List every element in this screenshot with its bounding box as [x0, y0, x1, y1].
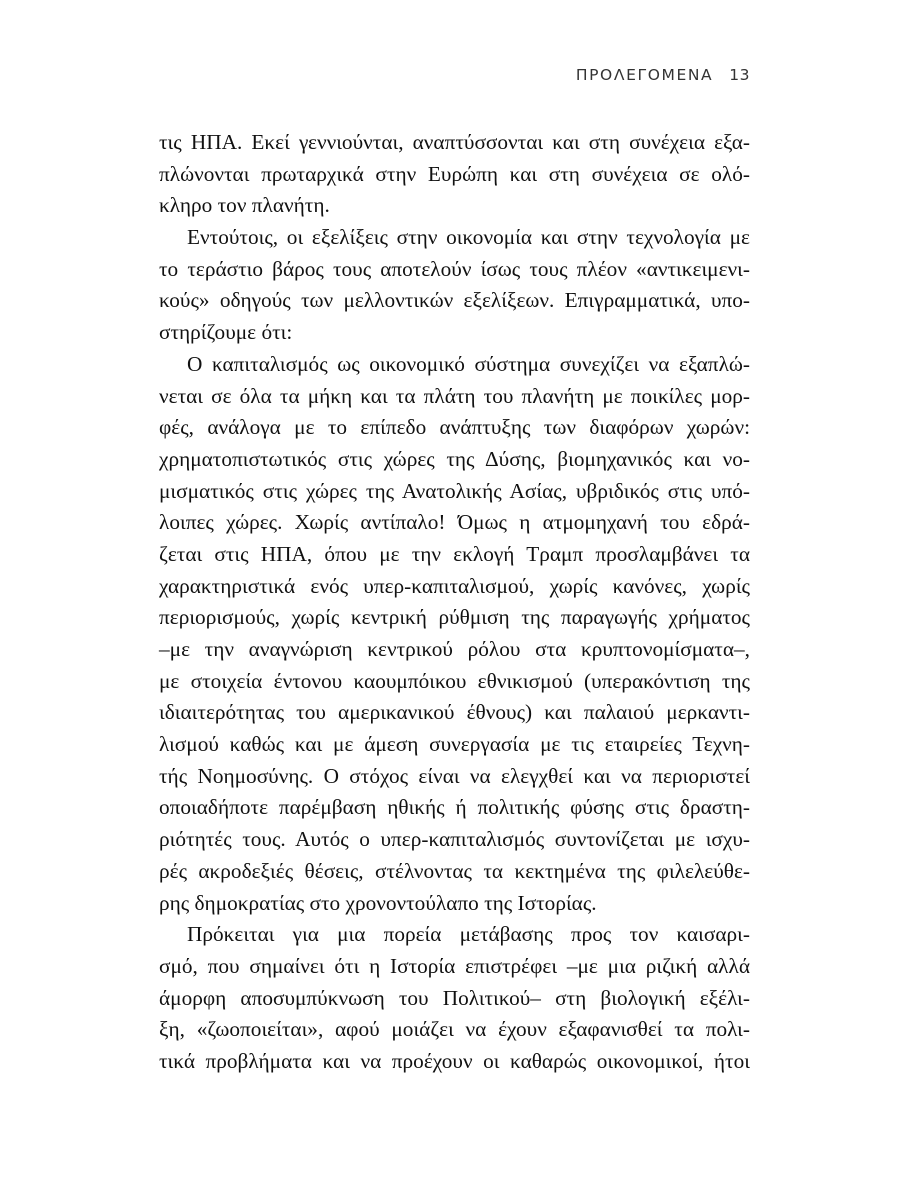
- text-line: Ο καπιταλισμός ως οικονομικό σύστημα συνεχίζει να εξαπλώ-: [187, 351, 750, 376]
- text-line: Εντούτοις, οι εξελίξεις στην οικονομία και στην τεχνολογία με: [187, 225, 750, 250]
- body-text: [159, 127, 750, 1078]
- text-line: κούς» οδηγούς των μελλοντικών εξελίξεων. Επιγραμματικά, υπο-: [159, 288, 750, 313]
- text-line: σμό, που σημαίνει ότι η Ιστορία επιστρέφει –με μια ριζική αλλά: [159, 953, 750, 978]
- text-line: το τεράστιο βάρος τους αποτελούν ίσως τους πλέον «αντικειμενι-: [159, 256, 750, 281]
- text-line: νεται σε όλα τα μήκη και τα πλάτη του πλανήτη με ποικίλες μορ-: [159, 383, 750, 408]
- text-line: τής Νοημοσύνης. Ο στόχος είναι να ελεγχθεί και να περιοριστεί: [159, 763, 750, 788]
- text-line: περιορισμούς, χωρίς κεντρική ρύθμιση της παραγωγής χρήματος: [159, 605, 750, 630]
- text-line: λοιπες χώρες. Χωρίς αντίπαλο! Όμως η ατμομηχανή του εδρά-: [159, 510, 750, 535]
- text-line: χαρακτηριστικά ενός υπερ-καπιταλισμού, χωρίς κανόνες, χωρίς: [159, 573, 750, 598]
- paragraph-3: [159, 349, 750, 919]
- running-head-title: ΠΡΟΛΕΓΟΜΕΝΑ: [575, 66, 714, 84]
- text-line: κληρο τον πλανήτη.: [159, 193, 330, 218]
- text-line: στηρίζουμε ότι:: [159, 320, 293, 345]
- text-line: ιδιαιτερότητας του αμερικανικού έθνους) και παλαιού μερκαντι-: [159, 700, 750, 725]
- text-line: ρης δημοκρατίας στο χρονοντούλαπο της Ιστορίας.: [159, 890, 597, 915]
- text-line: τικά προβλήματα και να προέχουν οι καθαρώς οικονομικοί, ήτοι: [159, 1048, 750, 1073]
- text-line: πλώνονται πρωταρχικά στην Ευρώπη και στη συνέχεια σε ολό-: [159, 161, 750, 186]
- page-number: 13: [729, 66, 750, 84]
- text-line: ρές ακροδεξιές θέσεις, στέλνοντας τα κεκτημένα της φιλελεύθε-: [159, 858, 750, 883]
- text-line: –με την αναγνώριση κεντρικού ρόλου στα κρυπτονομίσματα–,: [159, 637, 750, 661]
- text-line: χρηματοπιστωτικός στις χώρες της Δύσης, βιομηχανικός και νο-: [159, 446, 750, 471]
- text-line: λισμού καθώς και με άμεση συνεργασία με τις εταιρείες Τεχνη-: [159, 732, 750, 757]
- running-head: [576, 66, 750, 84]
- text-line: οποιαδήποτε παρέμβαση ηθικής ή πολιτικής φύσης στις δραστη-: [159, 795, 750, 820]
- text-line: τις ΗΠΑ. Εκεί γεννιούνται, αναπτύσσονται και στη συνέχεια εξα-: [159, 130, 750, 154]
- paragraph-4: [159, 919, 750, 1077]
- text-line: μισματικός στις χώρες της Ανατολικής Ασίας, υβριδικός στις υπό-: [159, 478, 750, 503]
- text-line: ζεται στις ΗΠΑ, όπου με την εκλογή Τραμπ προσλαμβάνει τα: [159, 541, 750, 566]
- text-line: Πρόκειται για μια πορεία μετάβασης προς τον καισαρι-: [187, 922, 750, 947]
- text-line: με στοιχεία έντονου καουμπόικου εθνικισμού (υπερακόντιση της: [159, 668, 750, 693]
- text-line: ξη, «ζωοποιείται», αφού μοιάζει να έχουν εξαφανισθεί τα πολι-: [159, 1017, 750, 1042]
- text-line: ριότητές τους. Αυτός ο υπερ-καπιταλισμός συντονίζεται με ισχυ-: [159, 827, 750, 852]
- paragraph-1: [159, 127, 750, 222]
- paragraph-2: [159, 222, 750, 349]
- text-line: άμορφη αποσυμπύκνωση του Πολιτικού– στη βιολογική εξέλι-: [159, 985, 750, 1010]
- text-line: φές, ανάλογα με το επίπεδο ανάπτυξης των διαφόρων χωρών:: [159, 415, 750, 440]
